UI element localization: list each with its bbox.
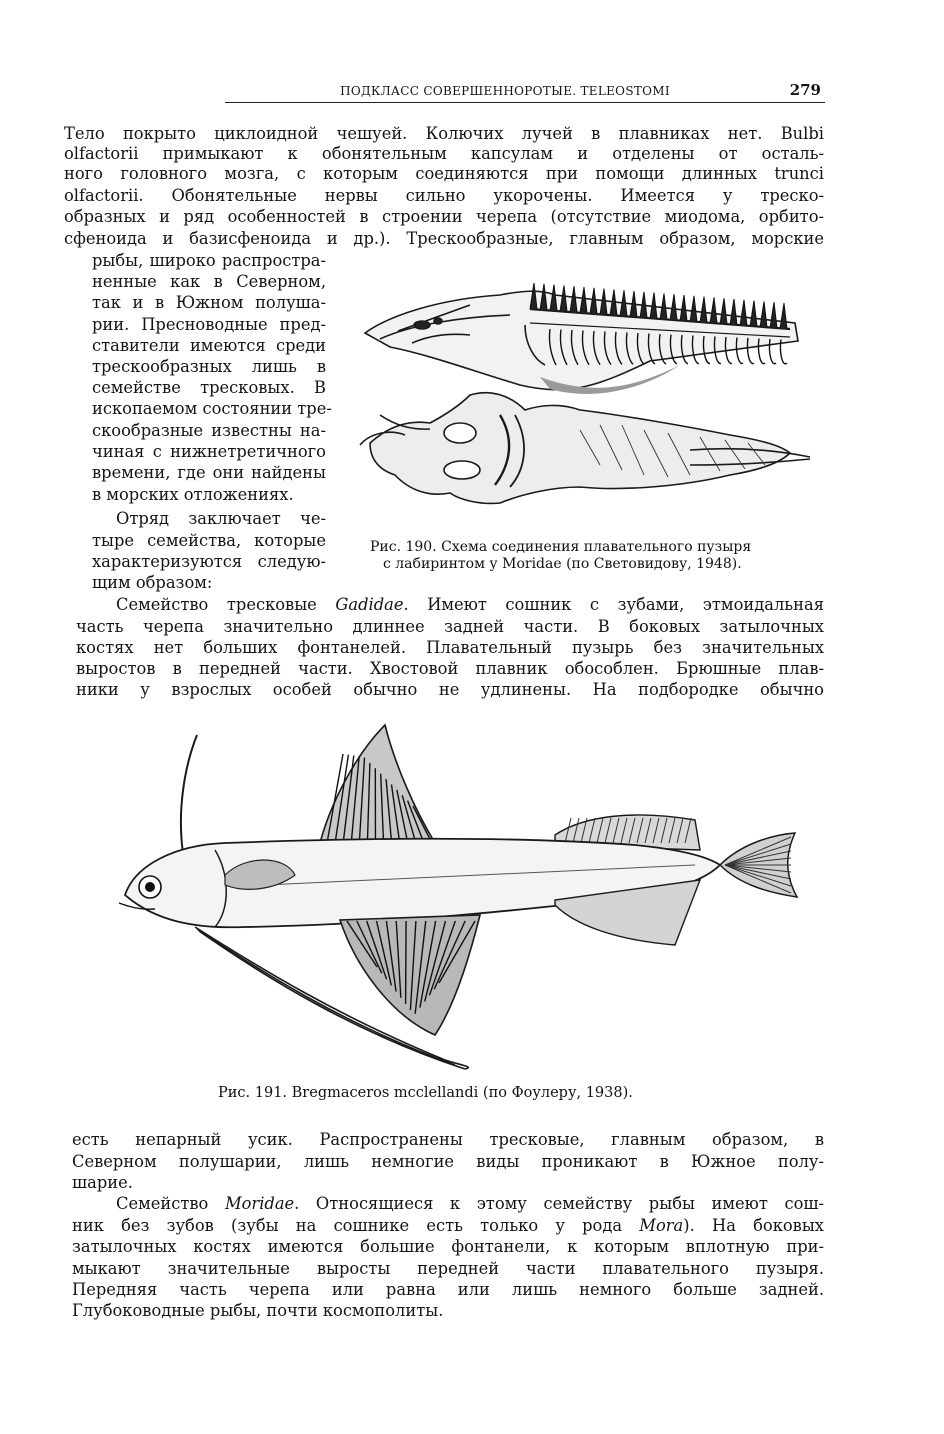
text-line: затылочных костях имеются большие фонтанели, к которым вплотную при- xyxy=(72,1237,824,1256)
text-line: тыре семейства, которые xyxy=(92,531,326,550)
paragraph-rest: . Имеют сошник с зубами, этмоидальная xyxy=(403,595,824,614)
gadidae-first-line xyxy=(116,595,824,615)
text-line: трескообразных лишь в xyxy=(92,357,326,376)
text-line: olfactorii. Обонятельные нервы сильно укорочены. Имеется у треско- xyxy=(64,186,824,205)
text-line: семействе тресковых. В xyxy=(92,378,326,397)
text-line: рыбы, широко распростра- xyxy=(92,251,326,270)
paragraph-rest: . Относящиеся к этому семейству рыбы имеют сош- xyxy=(294,1194,825,1213)
text-line: olfactorii примыкают к обонятельным капсулам и отделены от осталь- xyxy=(64,144,824,163)
text-line: мыкают значительные выросты передней части плавательного пузыря. xyxy=(72,1259,824,1278)
moridae-first-line xyxy=(116,1194,824,1214)
family-name-moridae: Moridae xyxy=(224,1194,295,1213)
text-line: щим образом: xyxy=(92,573,213,592)
text-line: ископаемом состоянии тре- xyxy=(92,399,332,418)
text-line: шарие. xyxy=(72,1173,133,1192)
paragraph-lead: Семейство xyxy=(116,1194,225,1213)
running-title: ПОДКЛАСС СОВЕРШЕННОРОТЫЕ. TELEOSTOMI xyxy=(340,84,670,98)
text-line: Глубоководные рыбы, почти космополиты. xyxy=(72,1301,444,1320)
figure-191-illustration xyxy=(115,715,805,1075)
text-line: часть черепа значительно длиннее задней части. В боковых затылочных xyxy=(76,617,824,636)
figure-191-caption: Рис. 191. Bregmaceros mcclellandi (по Фоулеру, 1938). xyxy=(218,1085,633,1101)
text-line: скообразные известны на- xyxy=(92,421,326,440)
family-name-gadidae: Gadidae xyxy=(335,595,404,614)
text-line: так и в Южном полуша- xyxy=(92,293,326,312)
paragraph-lead: ник без зубов (зубы на сошнике есть только у рода xyxy=(72,1216,640,1235)
figure-190-caption-line1: Рис. 190. Схема соединения плавательного пузыря xyxy=(370,539,752,555)
figure-190-illustration xyxy=(350,265,820,505)
text-line: ненные как в Северном, xyxy=(92,272,326,291)
text-line: костях нет больших фонтанелей. Плавательный пузырь без значительных xyxy=(76,638,824,657)
text-line: есть непарный усик. Распространены тресковые, главным образом, в xyxy=(72,1130,824,1149)
text-line: рии. Пресноводные пред- xyxy=(92,315,326,334)
text-line: ного головного мозга, с которым соединяются при помощи длинных trunci xyxy=(64,164,824,183)
genus-name-mora: Mora xyxy=(639,1216,684,1235)
text-line: в морских отложениях. xyxy=(92,485,294,504)
paragraph-rest: ). На боковых xyxy=(683,1216,824,1235)
text-line: чиная с нижнетретичного xyxy=(92,442,326,461)
text-line: Тело покрыто циклоидной чешуей. Колючих лучей в плавниках нет. Bulbi xyxy=(64,124,824,143)
paragraph-lead: Семейство тресковые xyxy=(116,595,336,614)
page-number: 279 xyxy=(789,81,821,99)
running-head xyxy=(225,78,825,103)
text-line: характеризуются следую- xyxy=(92,552,326,571)
text-line: времени, где они найдены xyxy=(92,463,326,482)
figure-190-caption-line2: с лабиринтом у Moridae (по Световидову, 1948). xyxy=(383,556,742,572)
text-line: Северном полушарии, лишь немногие виды проникают в Южное полу- xyxy=(72,1152,824,1171)
text-line: ники у взрослых особей обычно не удлинены. На подбородке обычно xyxy=(76,680,824,699)
text-line: Отряд заключает че- xyxy=(116,509,326,528)
text-line: выростов в передней части. Хвостовой плавник обособлен. Брюшные плав- xyxy=(76,659,824,678)
text-line: образных и ряд особенностей в строении черепа (отсутствие миодома, орбито- xyxy=(64,207,824,226)
text-line: сфеноида и базисфеноида и др.). Трескообразные, главным образом, морские xyxy=(64,229,824,248)
text-line: ставители имеются среди xyxy=(92,336,326,355)
moridae-second-line xyxy=(72,1216,824,1236)
text-line: Передняя часть черепа или равна или лишь немного больше задней. xyxy=(72,1280,824,1299)
